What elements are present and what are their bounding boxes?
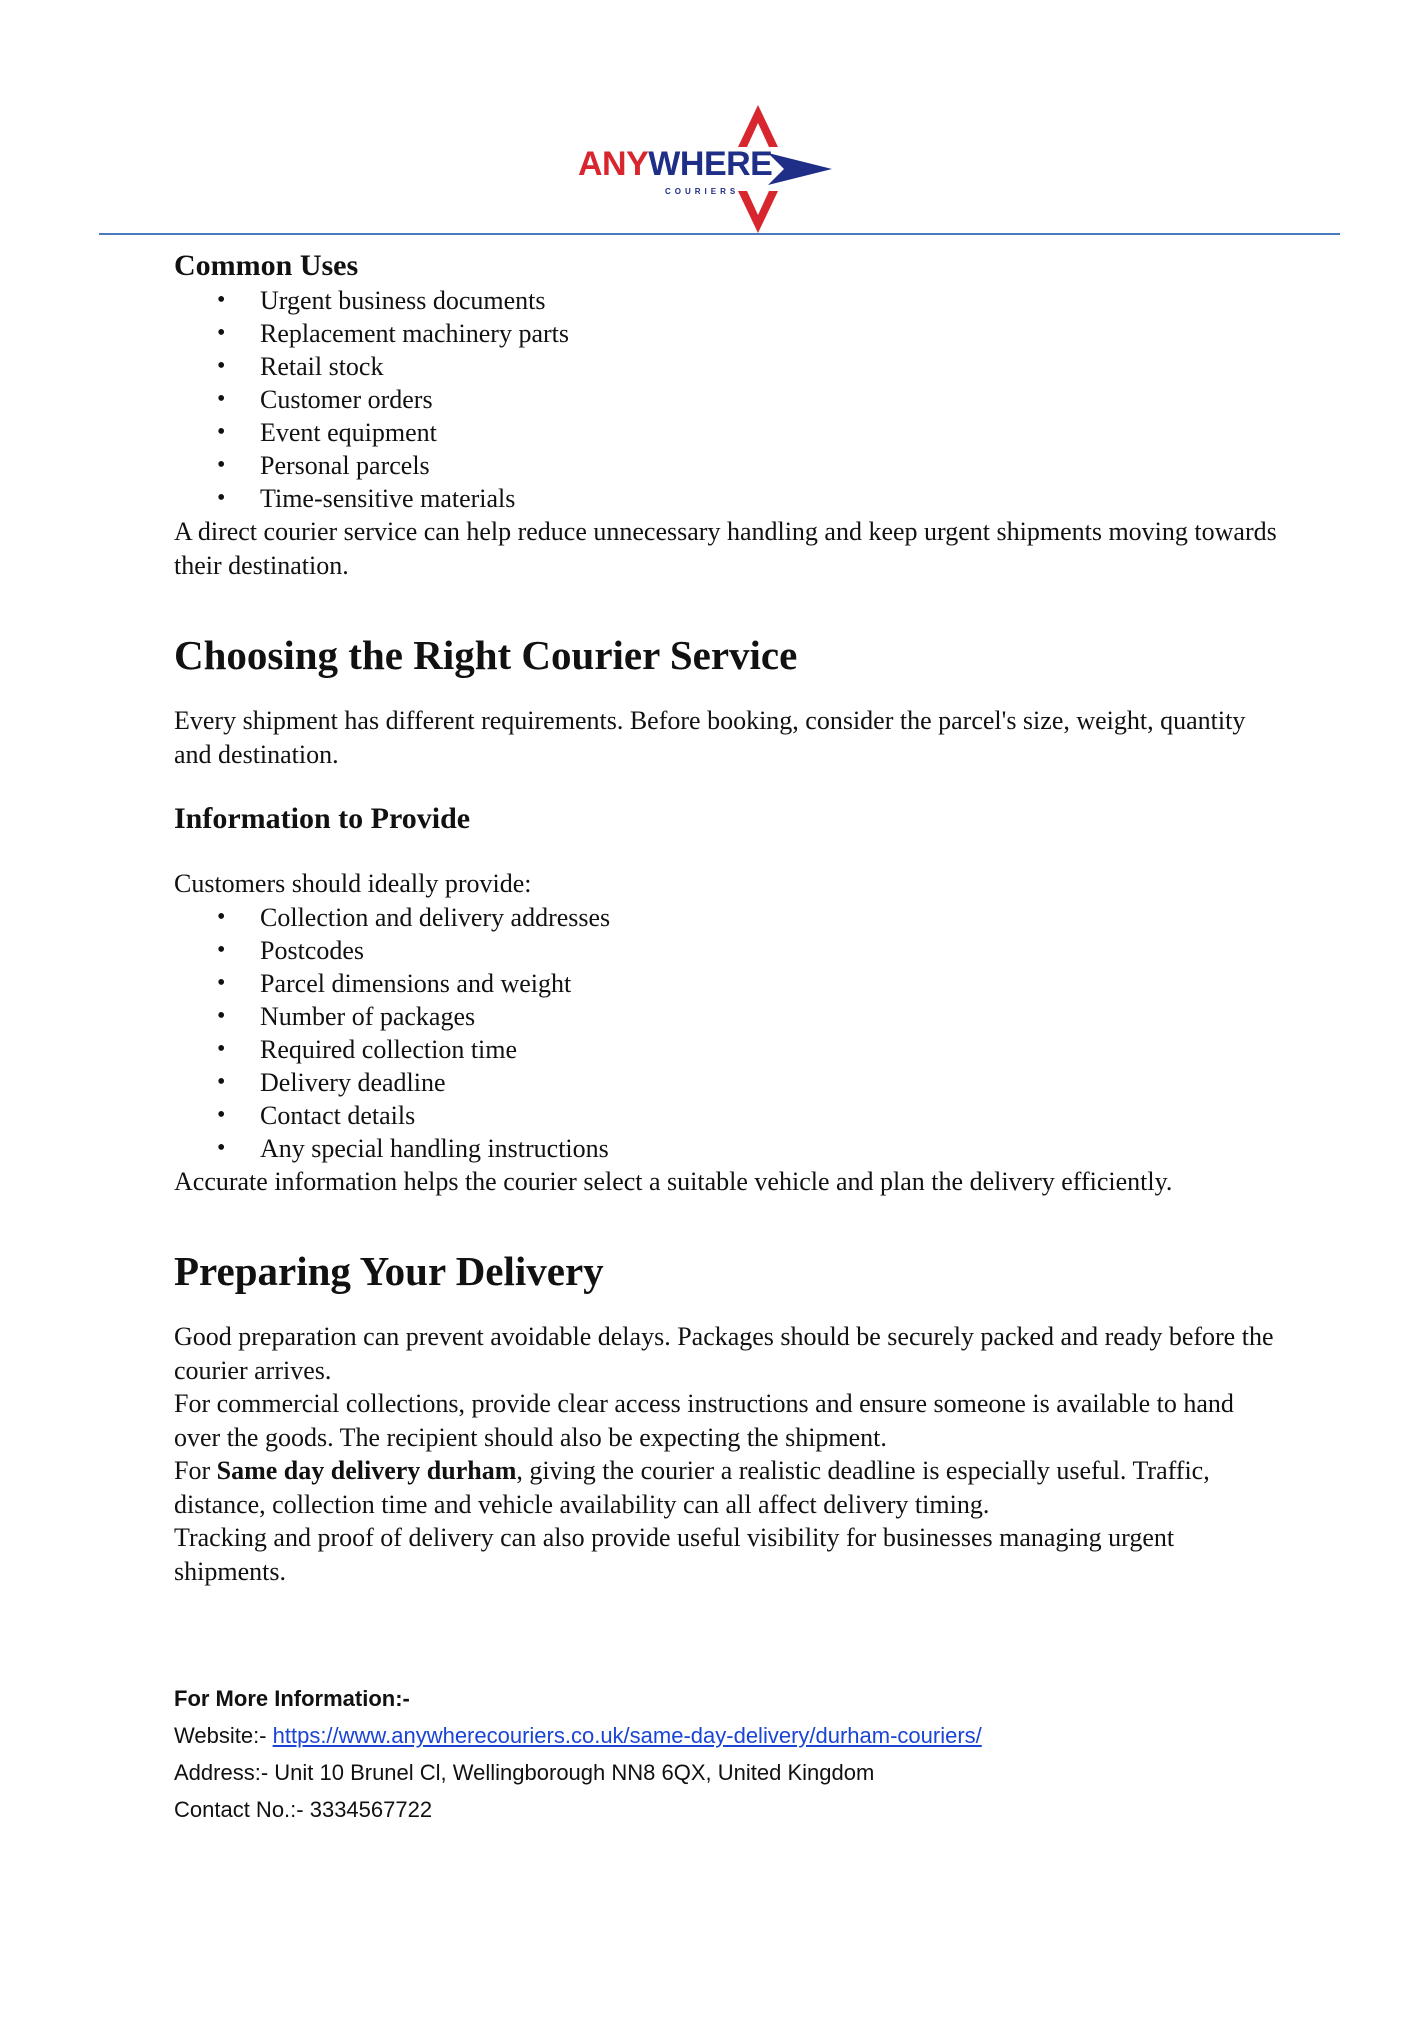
logo-word-where: WHERE (648, 145, 773, 183)
same-day-delivery-keyword: Same day delivery durham (216, 1456, 517, 1485)
preparing-p3-suffix: , giving the courier a realistic deadline is especially useful. Traffic, distance, collection time and vehicle availability can all affect delivery timing. (174, 1456, 1210, 1519)
preparing-paragraph-4: Tracking and proof of delivery can also provide useful visibility for businesses managing urgent shipments. (174, 1523, 1175, 1586)
list-item: • Time-sensitive materials (174, 482, 1284, 515)
information-lead: Customers should ideally provide: (174, 869, 532, 898)
choosing-heading: Choosing the Right Courier Service (174, 632, 798, 678)
preparing-paragraph-2: For commercial collections, provide clear access instructions and ensure someone is available to hand over the goods. The recipient should also be expecting the shipment. (174, 1389, 1234, 1452)
preparing-p3-prefix: For (174, 1456, 217, 1485)
list-item: • Retail stock (174, 350, 1284, 383)
list-item: • Required collection time (174, 1033, 1284, 1066)
list-item: • Delivery deadline (174, 1066, 1284, 1099)
website-link[interactable]: https://www.anywherecouriers.co.uk/same-day-delivery/durham-couriers/ (272, 1723, 982, 1748)
address-line: Address:- Unit 10 Brunel Cl, Wellingborough NN8 6QX, United Kingdom (174, 1760, 875, 1785)
list-item: • Contact details (174, 1099, 1284, 1132)
preparing-paragraph-1: Good preparation can prevent avoidable delays. Packages should be securely packed and ready before the courier arrives. (174, 1322, 1274, 1385)
anywhere-couriers-logo (570, 95, 870, 235)
list-item: • Event equipment (174, 416, 1284, 449)
list-item: • Urgent business documents (174, 284, 1284, 317)
logo-tagline: COURIERS (665, 187, 740, 196)
information-closing: Accurate information helps the courier select a suitable vehicle and plan the delivery efficiently. (174, 1166, 1173, 1196)
document-body (174, 248, 1284, 1588)
list-item: • Customer orders (174, 383, 1284, 416)
information-list (174, 901, 1284, 1165)
list-item: • Collection and delivery addresses (174, 901, 1284, 934)
list-item: • Parcel dimensions and weight (174, 967, 1284, 1000)
website-label: Website:- (174, 1723, 273, 1748)
footer-heading: For More Information:- (174, 1686, 410, 1711)
list-item: • Any special handling instructions (174, 1132, 1284, 1165)
preparing-paragraph-3 (174, 1454, 1284, 1521)
list-item: • Postcodes (174, 934, 1284, 967)
common-uses-closing: A direct courier service can help reduce unnecessary handling and keep urgent shipments moving towards their destination. (174, 517, 1277, 580)
information-heading: Information to Provide (174, 802, 471, 835)
contact-line: Contact No.:- 3334567722 (174, 1797, 433, 1822)
website-line (174, 1717, 1284, 1754)
common-uses-heading: Common Uses (174, 249, 359, 282)
list-item: • Replacement machinery parts (174, 317, 1284, 350)
contact-footer (174, 1680, 1284, 1828)
common-uses-list (174, 284, 1284, 515)
list-item: • Personal parcels (174, 449, 1284, 482)
header-divider (99, 233, 1340, 235)
logo-word-any: ANY (578, 145, 649, 183)
choosing-intro: Every shipment has different requirements. Before booking, consider the parcel's size, weight, quantity and destination. (174, 706, 1246, 769)
document-header (0, 95, 1428, 235)
logo-wordmark (578, 145, 772, 184)
list-item: • Number of packages (174, 1000, 1284, 1033)
preparing-heading: Preparing Your Delivery (174, 1248, 604, 1294)
